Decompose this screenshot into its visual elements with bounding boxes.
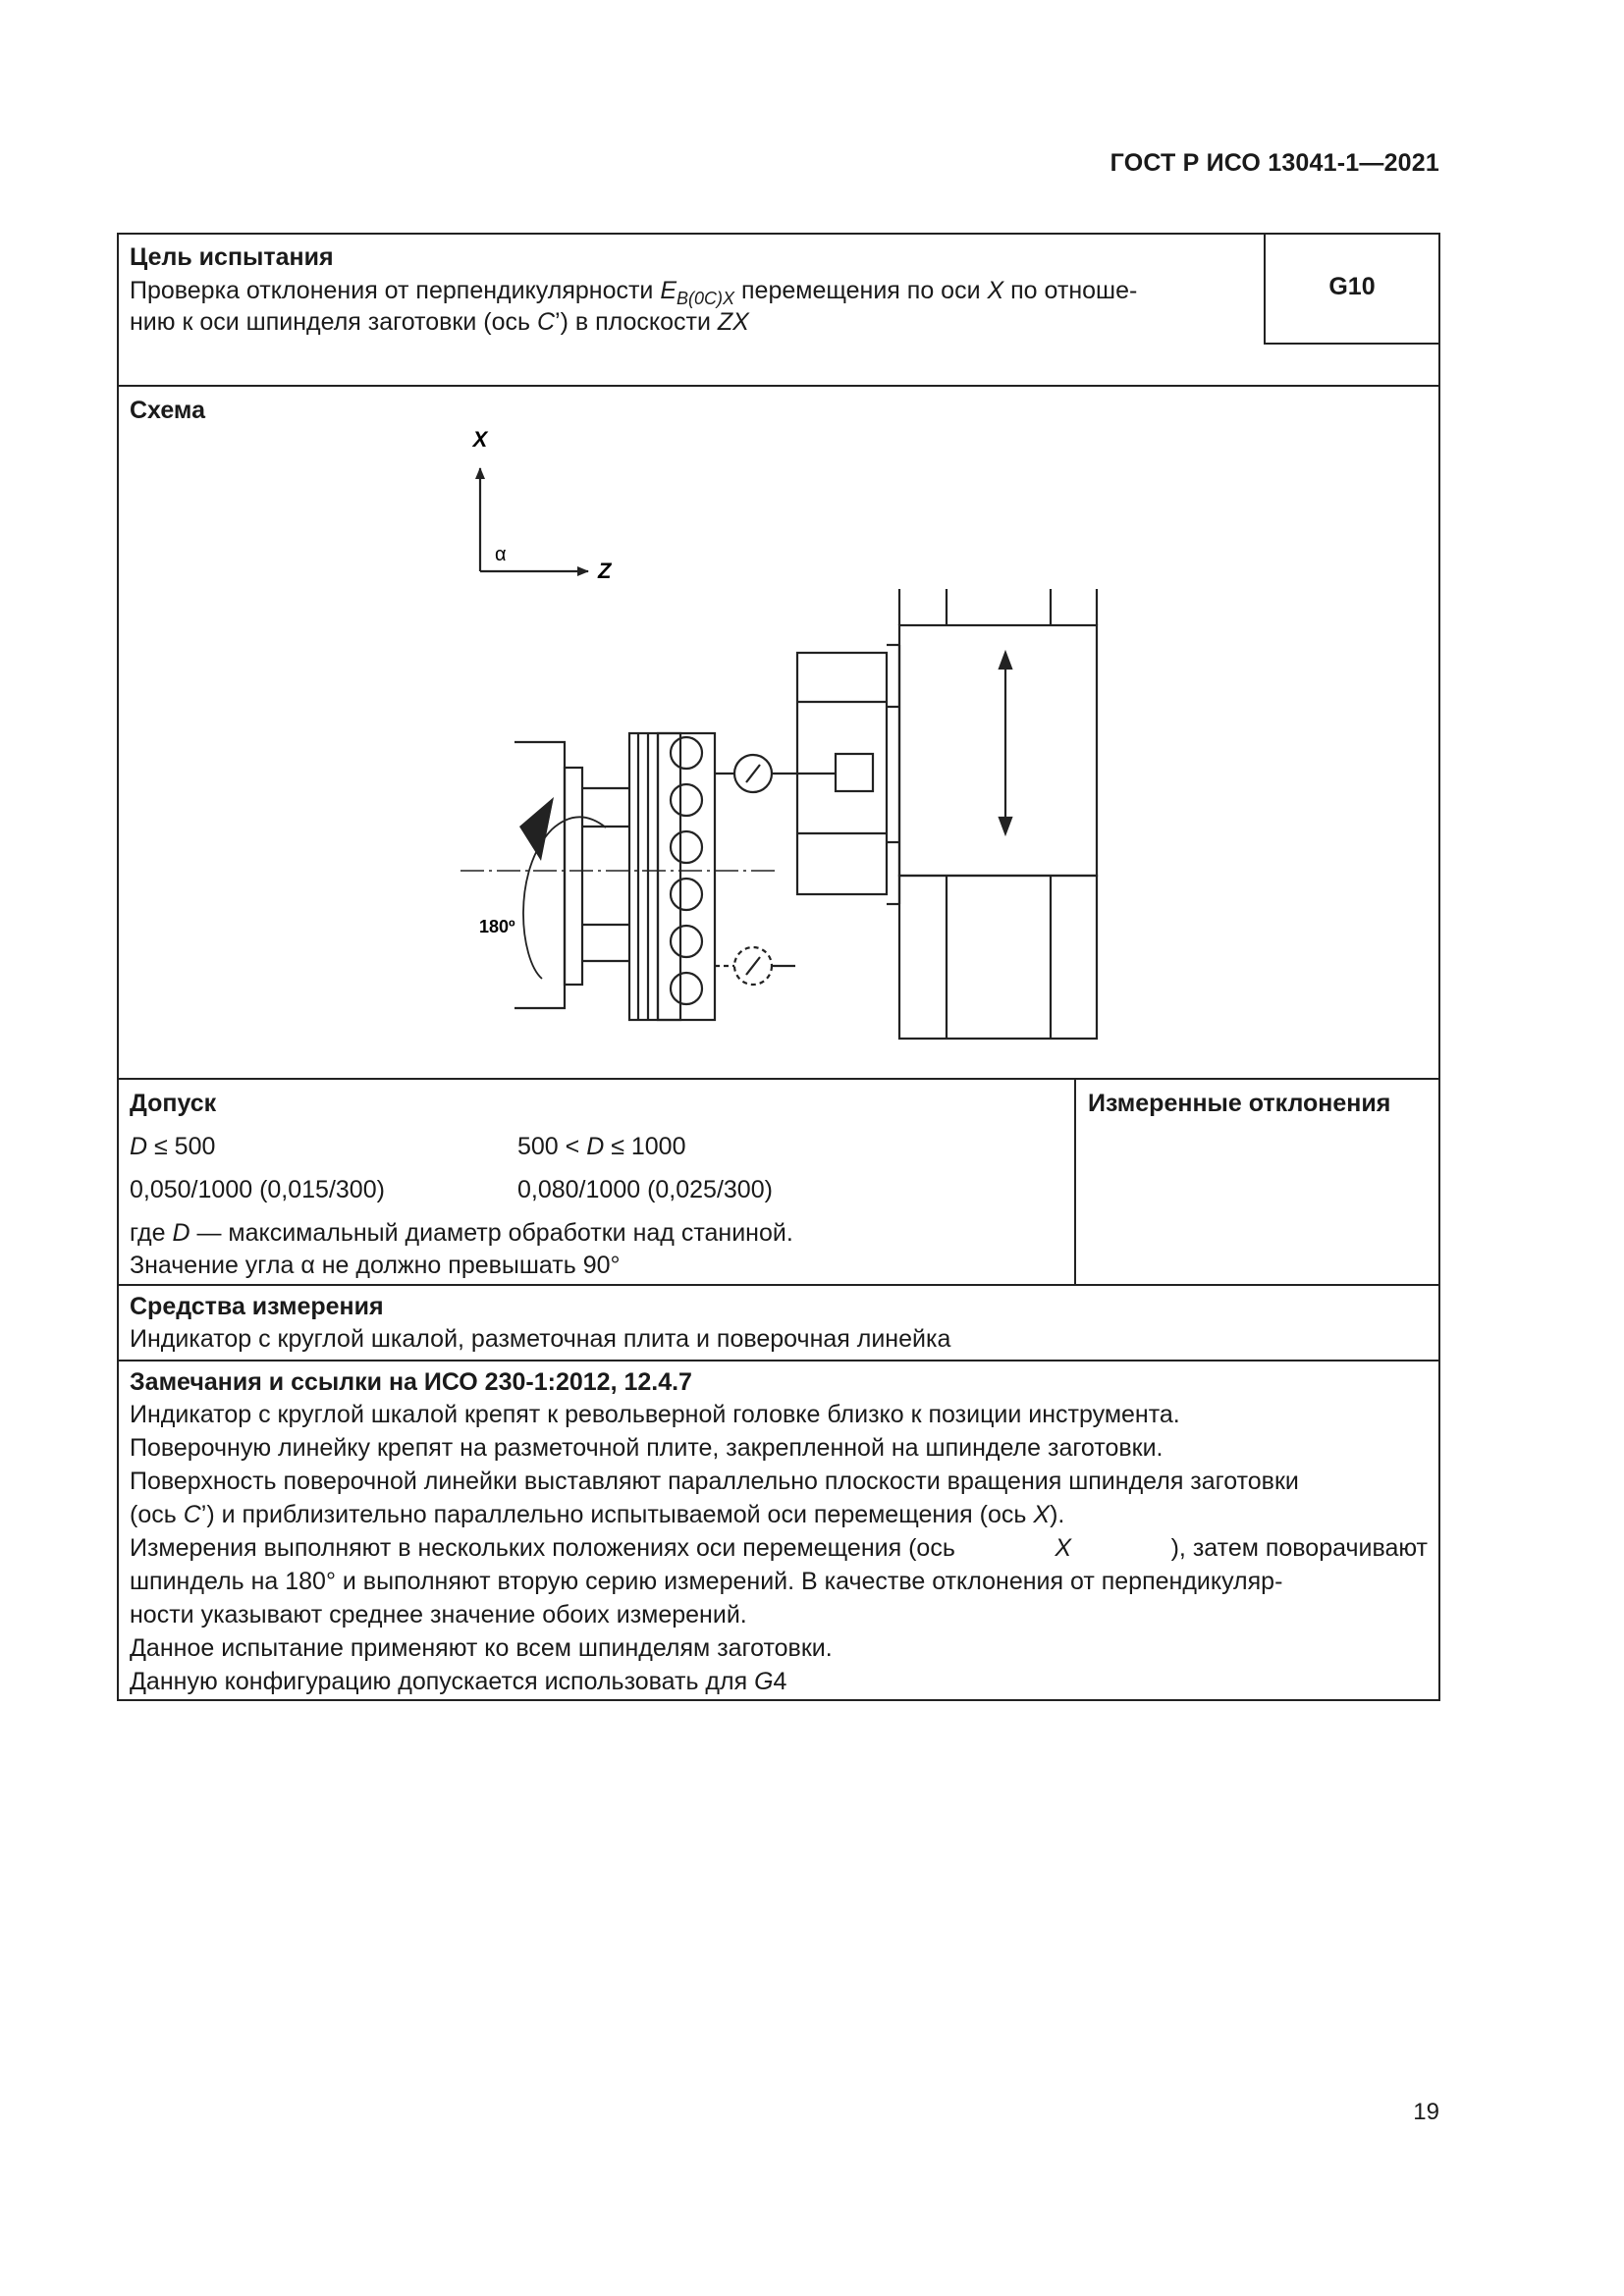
spindle-face (565, 768, 582, 985)
bed (899, 876, 1097, 1039)
hole (671, 831, 702, 863)
row-divider (117, 1284, 1440, 1286)
straightedge (658, 733, 715, 1020)
hole (671, 926, 702, 957)
tolerance-value-small: 0,050/1000 (0,015/300) (130, 1176, 385, 1203)
carriage (899, 625, 1097, 876)
column-divider (1074, 1078, 1076, 1286)
row-divider (117, 1360, 1440, 1362)
range-small: D ≤ 500 (130, 1133, 216, 1160)
tool-holder (836, 754, 873, 791)
purpose-heading: Цель испытания (130, 243, 334, 271)
remarks-text: Индикатор с круглой шкалой крепят к револьверной головке близко к позиции инструмента. Поверочную линейку крепят на разметочной плите, закрепленной на шпинделе заготовки. Поверхность поверочной линейки выставляют параллельно плоскости вращения шпинделя заготовки (ось C’) и приблизительно параллельно испытываемой оси перемещения (ось X). Измерения выполняют в нескольких положениях оси перемещения (ось X ), затем поворачивают шпиндель на 180° и выполняют вторую серию измерений. В качестве отклонения от перпендикуляр- ности указывают среднее значение обоих измерений. Данное испытание применяют ко всем шпинделям заготовки. Данную конфигурацию допускается использовать для G4 (130, 1401, 1428, 1695)
instruments-heading: Средства измерения (130, 1293, 384, 1320)
document-code: ГОСТ Р ИСО 13041-1—2021 (1110, 149, 1439, 177)
alpha-label: α (495, 544, 507, 565)
rotation-arrowhead (519, 797, 554, 861)
purpose-text: Проверка отклонения от перпендикулярности $E_{B(0C)X}$ перемещения по оси X по отноше- нию к оси шпинделя заготовки (ось C’) в плоскости ZX (130, 277, 1138, 336)
rotation-label: 180º (479, 917, 515, 936)
remarks-heading: Замечания и ссылки на ИСО 230-1:2012, 12.4.7 (130, 1368, 692, 1396)
tolerance-note-angle: Значение угла α не должно превышать 90° (130, 1252, 621, 1279)
schema-heading: Схема (130, 397, 205, 424)
spindle-flange (514, 742, 565, 1008)
test-id: G10 (1328, 273, 1376, 300)
table-border-bottom (117, 1699, 1440, 1701)
test-table (117, 233, 1440, 1701)
tolerance-value-large: 0,080/1000 (0,025/300) (517, 1176, 773, 1203)
hole (671, 973, 702, 1004)
z-axis-label: Z (598, 559, 612, 583)
hole (671, 737, 702, 769)
hole (671, 784, 702, 816)
measured-deviations-heading: Измеренные отклонения (1088, 1090, 1391, 1117)
x-axis-label: X (472, 427, 488, 452)
machine-schema (117, 233, 1440, 1079)
tolerance-note-diameter: где D — максимальный диаметр обработки над станиной. (130, 1219, 793, 1247)
instruments-text: Индикатор с круглой шкалой, разметочная плита и поверочная линейка (130, 1325, 951, 1353)
faceplate (629, 733, 680, 1020)
page-number: 19 (1413, 2099, 1439, 2125)
hole (671, 879, 702, 910)
range-large: 500 < D ≤ 1000 (517, 1133, 686, 1160)
tolerance-heading: Допуск (130, 1090, 217, 1117)
